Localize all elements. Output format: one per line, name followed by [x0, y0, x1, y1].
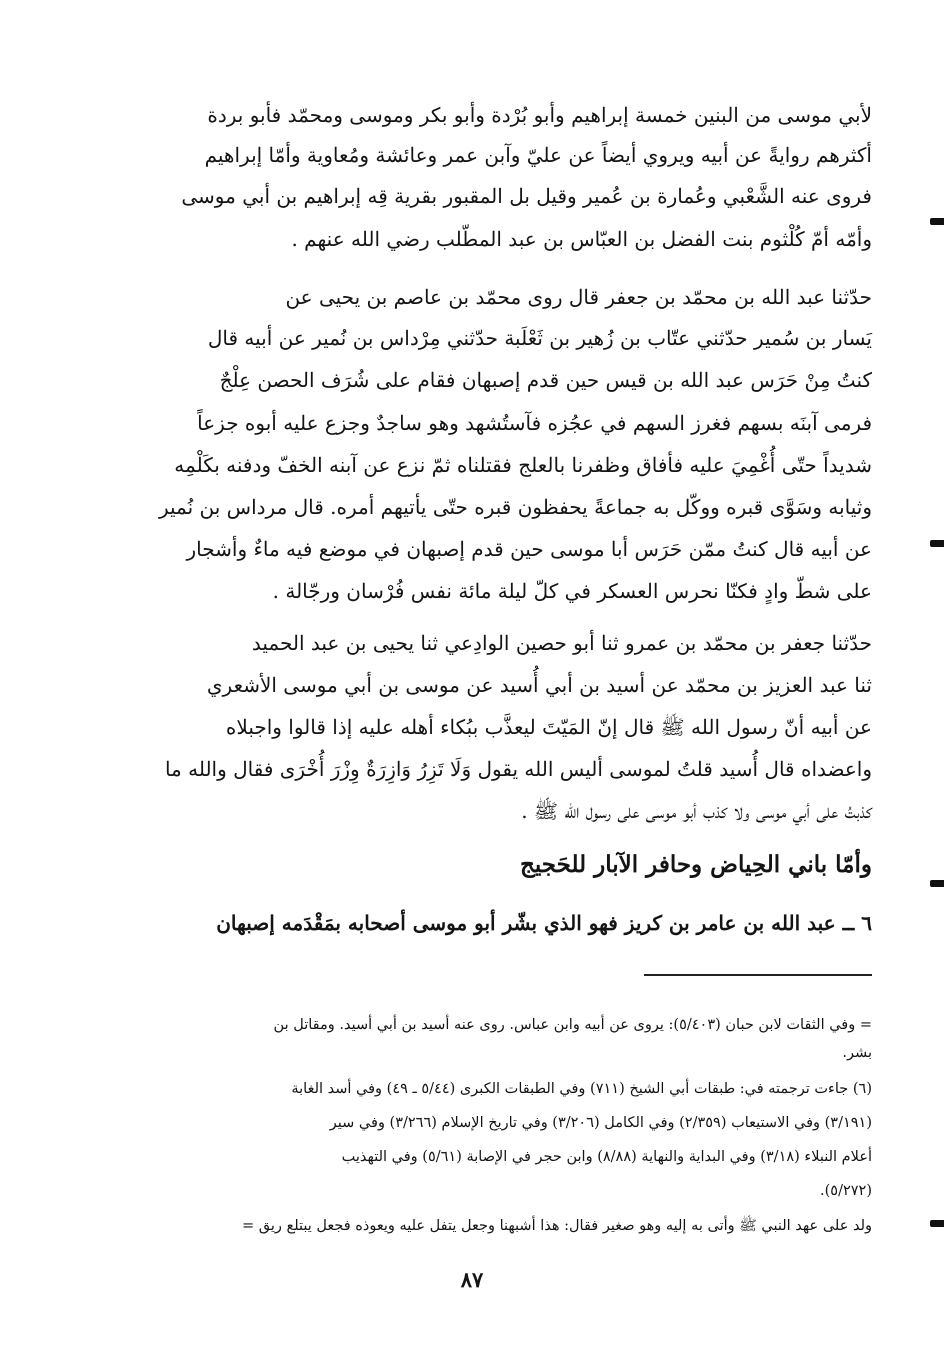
body-line: حدّثنا جعفر بن محمّد بن عمرو ثنا أبو حصين الوادِعي ثنا يحيى بن عبد الحميد — [251, 631, 872, 655]
body-line: فروى عنه الشَّعْبي وعُمارة بن عُمير وقيل بل المقبور بقرية قِه إبراهيم بن أبي موسى — [181, 184, 872, 208]
body-line: يَسار بن سُمير حدّثني عتّاب بن زُهير بن ثَعْلَبة حدّثني مِرْداس بن نُمير عن أبيه قال — [207, 326, 872, 350]
footnote-line: (٣/١٩١) وفي الاستيعاب (٢/٣٥٩) وفي الكامل (٣/٢٠٦) وفي تاريخ الإسلام (٣/٢٦٦) وفي سير — [329, 1115, 872, 1131]
body-line: شديداً حتّى أُغْمِيَ عليه فأفاق وظفرنا بالعلج فقتلناه ثمّ نزع عن آبنه الخفّ ودفنه بكَلْمِه — [174, 453, 872, 477]
footnote-line: = وفي الثقات لابن حبان (٥/٤٠٣): يروى عن أبيه وابن عباس. روى عنه أسيد بن أبي أسيد. ومقاتل بن — [273, 1017, 872, 1033]
edge-mark — [930, 218, 944, 225]
footnote-line: بشر. — [842, 1045, 872, 1061]
body-line: فرمى آبنَه بسهم فغرز السهم في عجُزه فآستُشهد وهو ساجدٌ وجزع عليه أبوه جزعاً — [197, 411, 872, 435]
edge-mark — [930, 880, 944, 887]
body-line: واعضداه قال أُسيد قلتُ لموسى أليس الله يقول وَلَا تَزِرُ وَازِرَةٌ وِزْرَ أُخْرَى فقال والله ما — [164, 757, 872, 781]
body-line: لأبي موسى من البنين خمسة إبراهيم وأبو بُرْدة وأبو بكر وموسى ومحمّد فأبو بردة — [207, 103, 872, 127]
footnote-line: (٥/٢٧٢). — [820, 1183, 872, 1199]
biography-entry: ٦ ــ عبد الله بن عامر بن كريز فهو الذي بشّر أبو موسى أصحابه بمَقْدَمه إصبهان — [216, 911, 872, 935]
body-line: كنتُ مِنْ حَرَس عبد الله بن قيس حين قدم إصبهان فقام على شُرَف الحصن عِلْجٌ — [219, 368, 872, 392]
body-line: كذبتُ على أبي موسى ولا كذب أبو موسى على رسول الله ﷺ . — [521, 799, 872, 823]
body-line: حدّثنا عبد الله بن محمّد بن جعفر قال روى محمّد بن عاصم بن يحيى عن — [285, 285, 872, 309]
page-number: ٨٧ — [460, 1267, 484, 1292]
footnote-separator — [644, 974, 872, 976]
body-line: عن أبيه قال كنتُ ممّن حَرَس أبا موسى حين قدم إصبهان في موضع فيه ماءٌ وأشجار — [186, 537, 872, 561]
edge-mark — [930, 1220, 944, 1227]
body-line: على شطّ وادٍ فكنّا نحرس العسكر في كلّ ليلة مائة نفس فُرْسان ورجّالة . — [272, 579, 872, 603]
body-line: عن أبيه أنّ رسول الله ﷺ قال إنّ المَيّتَ ليعذَّب ببُكاء أهله عليه إذا قالوا واجبلاه — [225, 715, 872, 739]
body-line: أكثرهم روايةً عن أبيه ويروي أيضاً عن عليّ وآبن عمر وعائشة ومُعاوية وأمّا إبراهيم — [204, 143, 872, 167]
edge-mark — [930, 540, 944, 547]
footnote-line: ولد على عهد النبي ﷺ وأتى به إليه وهو صغير فقال: هذا أشبهنا وجعل يتفل عليه ويعوذه فجعل يبتلع ريق = — [242, 1218, 872, 1234]
body-line: وثيابه وسَوَّى قبره ووكّل به جماعةً يحفظون قبره حتّى يأتيهم أمره. قال مرداس بن نُمير — [158, 495, 872, 519]
body-line: وأمّه أمّ كُلْثوم بنت الفضل بن العبّاس بن عبد المطّلب رضي الله عنهم . — [291, 227, 872, 251]
section-heading: وأمّا باني الحِياض وحافر الآبار للحَجيج — [520, 851, 872, 878]
body-line: ثنا عبد العزيز بن محمّد عن أسيد بن أبي أُسيد عن موسى بن أبي موسى الأشعري — [206, 673, 872, 697]
footnote-line: (٦) جاءت ترجمته في: طبقات أبي الشيخ (٧١١) وفي الطبقات الكبرى (٥/٤٤ ـ ٤٩) وفي أسد الغابة — [291, 1081, 872, 1097]
footnote-line: أعلام النبلاء (٣/١٨) وفي البداية والنهاية (٨/٨٨) وابن حجر في الإصابة (٥/٦١) وفي التهذيب — [341, 1149, 872, 1165]
